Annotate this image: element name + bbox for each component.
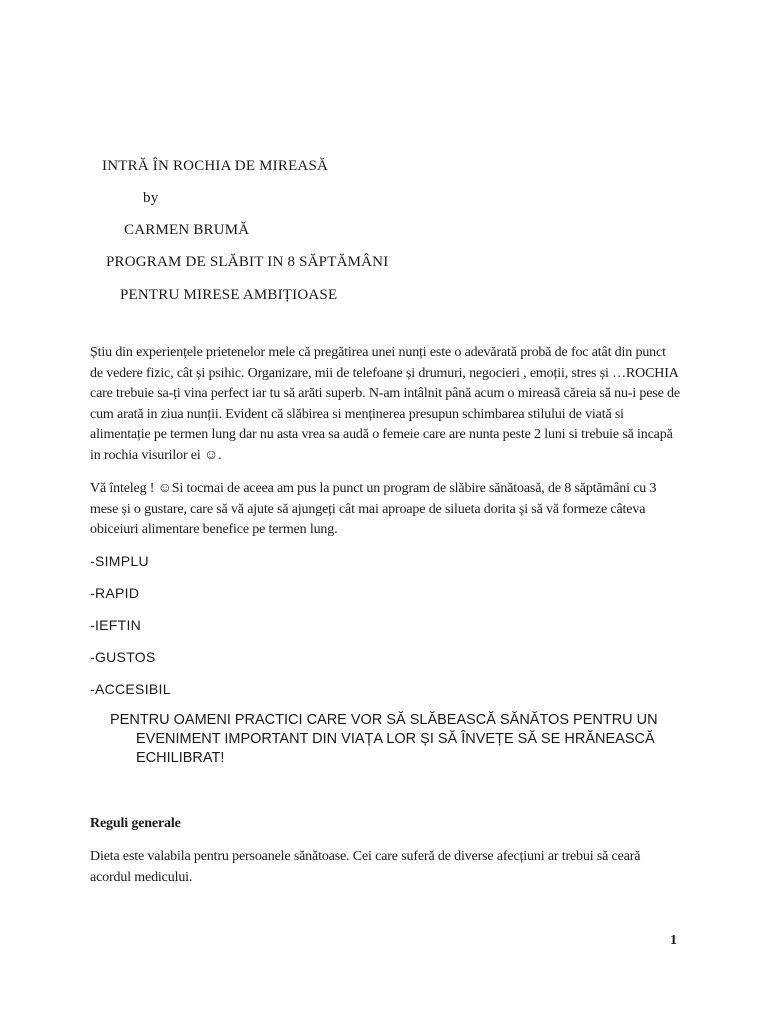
document-title: INTRĂ ÎN ROCHIA DE MIREASĂ: [102, 158, 329, 174]
byline: by: [143, 190, 159, 206]
list-item: -GUSTOS: [90, 649, 156, 665]
callout-statement: PENTRU OAMENI PRACTICI CARE VOR SĂ SLĂBEASCĂ SĂNĂTOS PENTRU UN EVENIMENT IMPORTANT DIN VIAȚA LOR ȘI SĂ ÎNVEȚE SĂ SE HRĂNEASCĂ ECHILIBRAT!: [110, 712, 658, 766]
list-item: -IEFTIN: [90, 617, 142, 633]
intro-paragraph: Știu din experiențele prietenelor mele că pregătirea unei nunți este o adevărată probă de foc atât din punct de vedere fizic, cât și psihic. Organizare, mii de telefoane și drumuri, negocieri , emoții, stres și …ROCHIA care trebuie sa-ți vina perfect iar tu să arăti superb. N-am intâlnit până acum o mireasă căreia să nu-i pese de cum arată in ziua nunții. Evident că slăbirea si menținerea presupun schimbarea stilului de viată si alimentație pe termen lung dar nu asta vrea sa audă o femeie care are nunta peste 2 luni si trebuie să incapă in rochia visurilor ei ☺.: [90, 345, 680, 463]
list-item: -RAPID: [90, 585, 140, 601]
understanding-paragraph: Vă înteleg ! ☺Si tocmai de aceea am pus la punct un program de slăbire sănătoasă, de 8 săptămâni cu 3 mese și o gustare, care să vă ajute să ajungeți cât mai aproape de silueta dorita și să vă formeze câteva obiceiuri alimentare benefice pe termen lung.: [90, 481, 657, 537]
subtitle-audience: PENTRU MIRESE AMBIȚIOASE: [120, 287, 338, 303]
section-heading: Reguli generale: [90, 816, 181, 831]
page-number: 1: [670, 933, 677, 948]
list-item: -ACCESIBIL: [90, 681, 171, 697]
rules-paragraph: Dieta este valabila pentru persoanele sănătoase. Cei care suferă de diverse afecțiuni ar trebui să ceară acordul medicului.: [90, 849, 641, 885]
subtitle-program: PROGRAM DE SLĂBIT IN 8 SĂPTĂMÂNI: [106, 254, 389, 270]
author-name: CARMEN BRUMĂ: [124, 222, 250, 238]
list-item: -SIMPLU: [90, 553, 149, 569]
